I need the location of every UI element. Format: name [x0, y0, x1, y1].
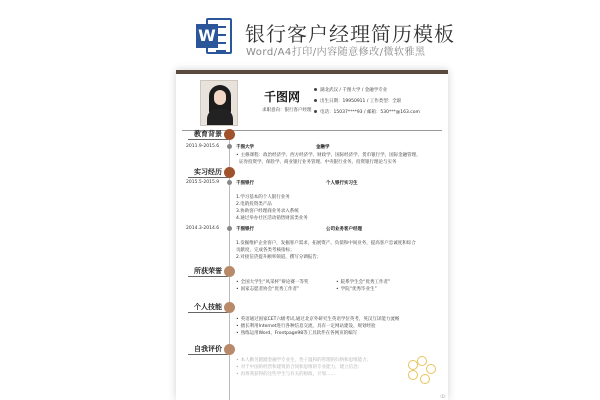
candidate-name: 千图网: [264, 90, 301, 104]
section-rule: [188, 177, 228, 178]
section-title-evaluation: 自我评价: [194, 345, 222, 353]
section-title-skills: 个人技能: [194, 303, 222, 311]
resume-page: [176, 70, 448, 400]
job-date: 2015.5-2015.9: [186, 180, 220, 185]
personal-info: [314, 84, 420, 117]
job-duty: 1.学习基本的个人银行业务: [236, 195, 290, 200]
section-rule: [188, 312, 228, 313]
evaluation-item: • 再将我获得的这些学生与有关的财政、计划……: [236, 371, 335, 377]
info-row: 湖北武汉 / 千图大学 / 金融学专业: [314, 84, 420, 95]
course-line: • 主修课程：政治经济学、西方经济学、财政学、国际经济学、货币银行学、国际金融管理、: [236, 152, 421, 158]
evaluation-item: • 本人勤劳踏踏金融学专业生，性子温和的管理的归纳和思维能力；: [236, 357, 371, 363]
course-line: 证券投资学、保险学、商业银行业务管理、中央银行业务、投资银行理论与实务: [239, 160, 397, 165]
job-company: 千图银行: [236, 181, 254, 186]
banner-title: 银行客户经理简历模板: [245, 22, 455, 46]
education-date: 2011.9-2015.6: [186, 144, 220, 149]
profile-photo: [200, 80, 238, 126]
section-rule: [188, 276, 228, 277]
section-rule: [188, 354, 228, 355]
job-duty: 4.通过举办社区活动销售财富类业务: [236, 216, 308, 221]
info-row: 电话：15037****93 / 邮箱：530***@163.com: [314, 106, 420, 117]
timeline-dot-icon: [227, 144, 232, 149]
award-item: • 国家志愿者协会“优秀工作者”: [236, 286, 299, 292]
skill-item: • 擅长利用Internet进行各种信息交流，具有一定网站建设、规划经验: [236, 323, 376, 329]
timeline-node-icon: [224, 302, 235, 313]
section-title-experience: 实习经历: [194, 168, 222, 176]
timeline-node-icon: [224, 129, 235, 140]
word-icon: W: [196, 16, 234, 58]
award-item: • 全国大学生“风采杯”辩论赛一等奖: [236, 279, 308, 285]
bullet-icon: [314, 110, 317, 113]
skill-item: • 熟练运用Word、Frontpage98等工具软件在各网页的编写: [236, 330, 357, 336]
bullet-icon: [314, 99, 317, 102]
timeline-node-icon: [224, 266, 235, 277]
timeline-dot-icon: [227, 226, 232, 231]
school-name: 千图大学: [236, 145, 254, 150]
section-rule: [188, 139, 228, 140]
job-duty: 贡献度，完成各类考核指标；: [236, 248, 295, 253]
skill-item: • 英语通过国家CET六级考试,通过北京外研究生英语学位英考，英汉互译能力流畅: [236, 316, 399, 322]
job-role: 个人银行实习生: [326, 181, 358, 186]
job-date: 2014.3-2014.6: [186, 226, 220, 231]
timeline-dot-icon: [227, 180, 232, 185]
job-duty: 2.对接信贷提升额率频道，撰写分调报告；: [236, 255, 322, 260]
award-item: • 学院“优秀毕业生”: [336, 286, 377, 292]
footer-id: ID:: [440, 394, 446, 399]
job-duty: 1.发掘维护企业客户，发掘客户需求，拓展资产、负债和中间业务，提高客户忠诚度和综合: [236, 241, 416, 246]
award-item: • 院系学生会“优秀工作者”: [336, 279, 390, 285]
timeline-node-icon: [224, 344, 235, 355]
banner-subtitle: Word/A4打印/内容随意修改/微软雅黑: [246, 47, 426, 58]
section-title-education: 教育背景: [194, 130, 222, 138]
job-role: 公司业务客户经理: [326, 227, 362, 232]
job-intent: 求职意向：银行客户经理: [262, 108, 312, 113]
major-name: 金融学: [316, 145, 330, 150]
section-title-awards: 所获荣誉: [194, 267, 222, 275]
job-duty: 3.协助客户经理商业务录入系统: [236, 209, 299, 214]
flower-decoration-icon: [402, 352, 442, 392]
top-accent-bar: [176, 70, 448, 74]
info-row: 出生日期：19950911 / 工作类型：全职: [314, 95, 420, 106]
job-duty: 2.电销投资类产品: [236, 202, 272, 207]
job-company: 千图银行: [236, 227, 254, 232]
timeline-node-icon: [224, 167, 235, 178]
evaluation-item: • 对于中国的经营和建筑的合同和思维的专业能力，建立信念；: [236, 364, 362, 370]
bullet-icon: [314, 88, 317, 91]
